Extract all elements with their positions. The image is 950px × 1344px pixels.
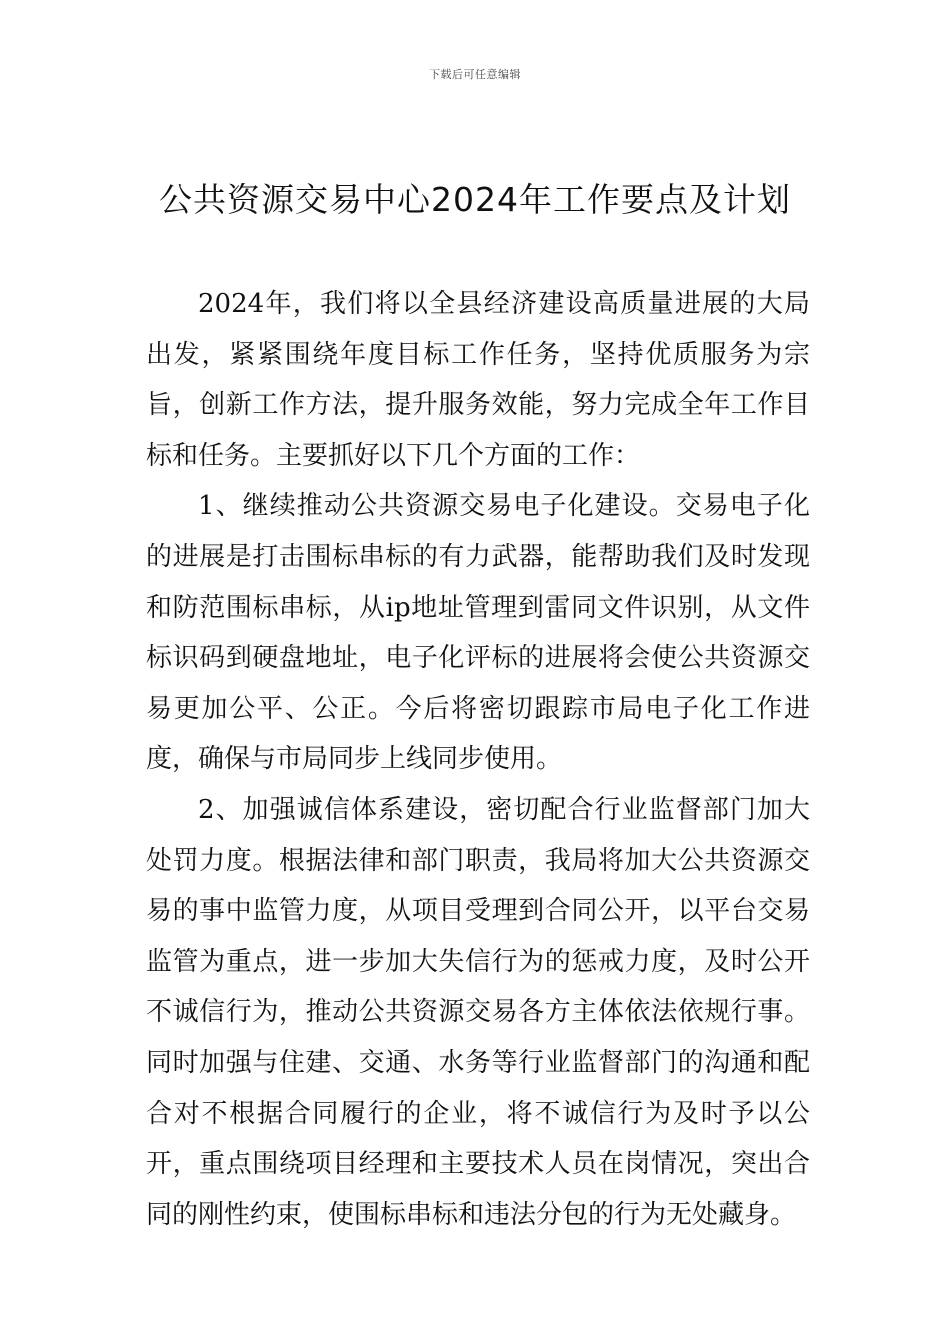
paragraph-item-2: 2、加强诚信体系建设，密切配合行业监督部门加大处罚力度。根据法律和部门职责，我局将加大公共资源交易的事中监管力度，从项目受理到合同公开，以平台交易监管为重点，进一步加大失信行为的惩戒力度，及时公开不诚信行为，推动公共资源交易各方主体依法依规行事。同时加强与住建、交通、水务等行业监督部门的沟通和配合对不根据合同履行的企业，将不诚信行为及时予以公开，重点围绕项目经理和主要技术人员在岗情况，突出合同的刚性约束，使围标串标和违法分包的行为无处藏身。 [146, 794, 810, 1230]
paragraph-item-1: 1、继续推动公共资源交易电子化建设。交易电子化的进展是打击围标串标的有力武器，能帮助我们及时发现和防范围标串标，从ip地址管理到雷同文件识别，从文件标识码到硬盘地址，电子化评标的进展将会使公共资源交易更加公平、公正。今后将密切跟踪市局电子化工作进度，确保与市局同步上线同步使用。 [146, 491, 810, 775]
header-note: 下载后可任意编辑 [429, 68, 521, 81]
document-body [146, 279, 810, 1240]
page-title: 公共资源交易中心2024年工作要点及计划 [159, 180, 791, 219]
paragraph-intro: 2024年，我们将以全县经济建设高质量进展的大局出发，紧紧围绕年度目标工作任务，坚持优质服务为宗旨，创新工作方法，提升服务效能，努力完成全年工作目标和任务。主要抓好以下几个方面的工作： [146, 289, 810, 471]
